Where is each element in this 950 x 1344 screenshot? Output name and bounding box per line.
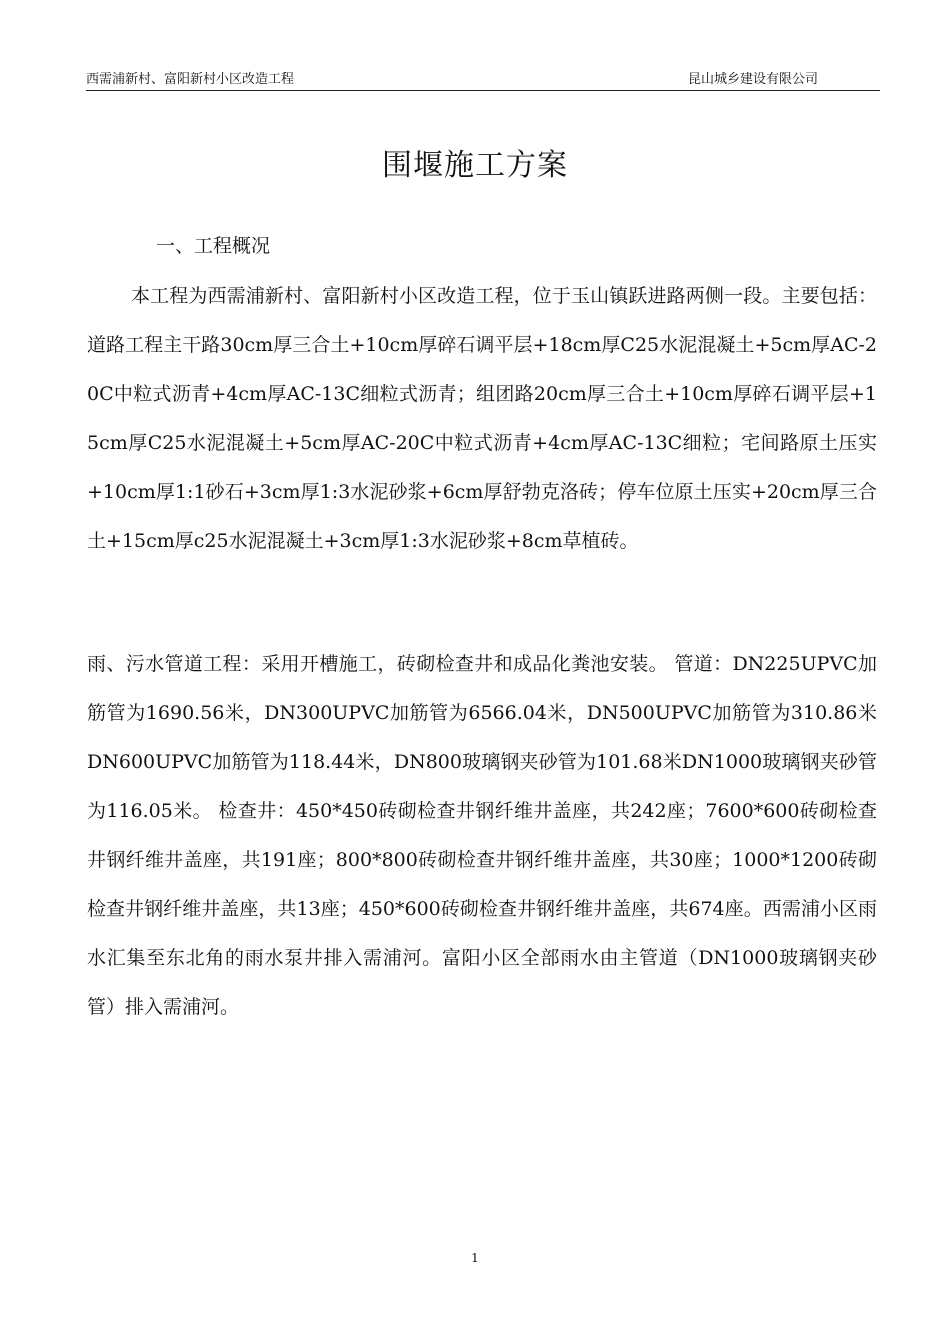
paragraph-pipeline-works: 雨、污水管道工程：采用开槽施工，砖砌检查井和成品化粪池安装。 管道：DN225UPVC加筋管为1690.56米，DN300UPVC加筋管为6566.04米，DN500UPVC加筋管为310.86米DN600UPVC加筋管为118.44米，DN800玻璃钢夹砂管为101.68米DN1000玻璃钢夹砂管为116.05米。 检查井：450*450砖砌检查井钢纤维井盖座，共242座；7600*600砖砌检查井钢纤维井盖座，共191座；800*800砖砌检查井钢纤维井盖座，共30座；1000*1200砖砌检查井钢纤维井盖座，共13座；450*600砖砌检查井钢纤维井盖座，共674座。西需浦小区雨水汇集至东北角的雨水泵井排入需浦河。富阳小区全部雨水由主管道（DN1000玻璃钢夹砂管）排入需浦河。 xyxy=(87,653,877,1018)
section-heading: 一、工程概况 xyxy=(156,235,271,257)
page-header xyxy=(86,70,880,91)
header-project-name: 西需浦新村、富阳新村小区改造工程 xyxy=(86,72,295,87)
document-title: 围堰施工方案 xyxy=(382,148,568,183)
header-company-name: 昆山城乡建设有限公司 xyxy=(687,72,818,87)
page-number: 1 xyxy=(471,1251,479,1265)
paragraph-road-works: 本工程为西需浦新村、富阳新村小区改造工程，位于玉山镇跃进路两侧一段。主要包括：道路工程主干路30cm厚三合土+10cm厚碎石调平层+18cm厚C25水泥混凝土+5cm厚AC-20C中粒式沥青+4cm厚AC-13C细粒式沥青；组团路20cm厚三合土+10cm厚碎石调平层+15cm厚C25水泥混凝土+5cm厚AC-20C中粒式沥青+4cm厚AC-13C细粒；宅间路原土压实+10cm厚1:1砂石+3cm厚1:3水泥砂浆+6cm厚舒勃克洛砖；停车位原土压实+20cm厚三合土+15cm厚c25水泥混凝土+3cm厚1:3水泥砂浆+8cm草植砖。 xyxy=(87,285,877,552)
